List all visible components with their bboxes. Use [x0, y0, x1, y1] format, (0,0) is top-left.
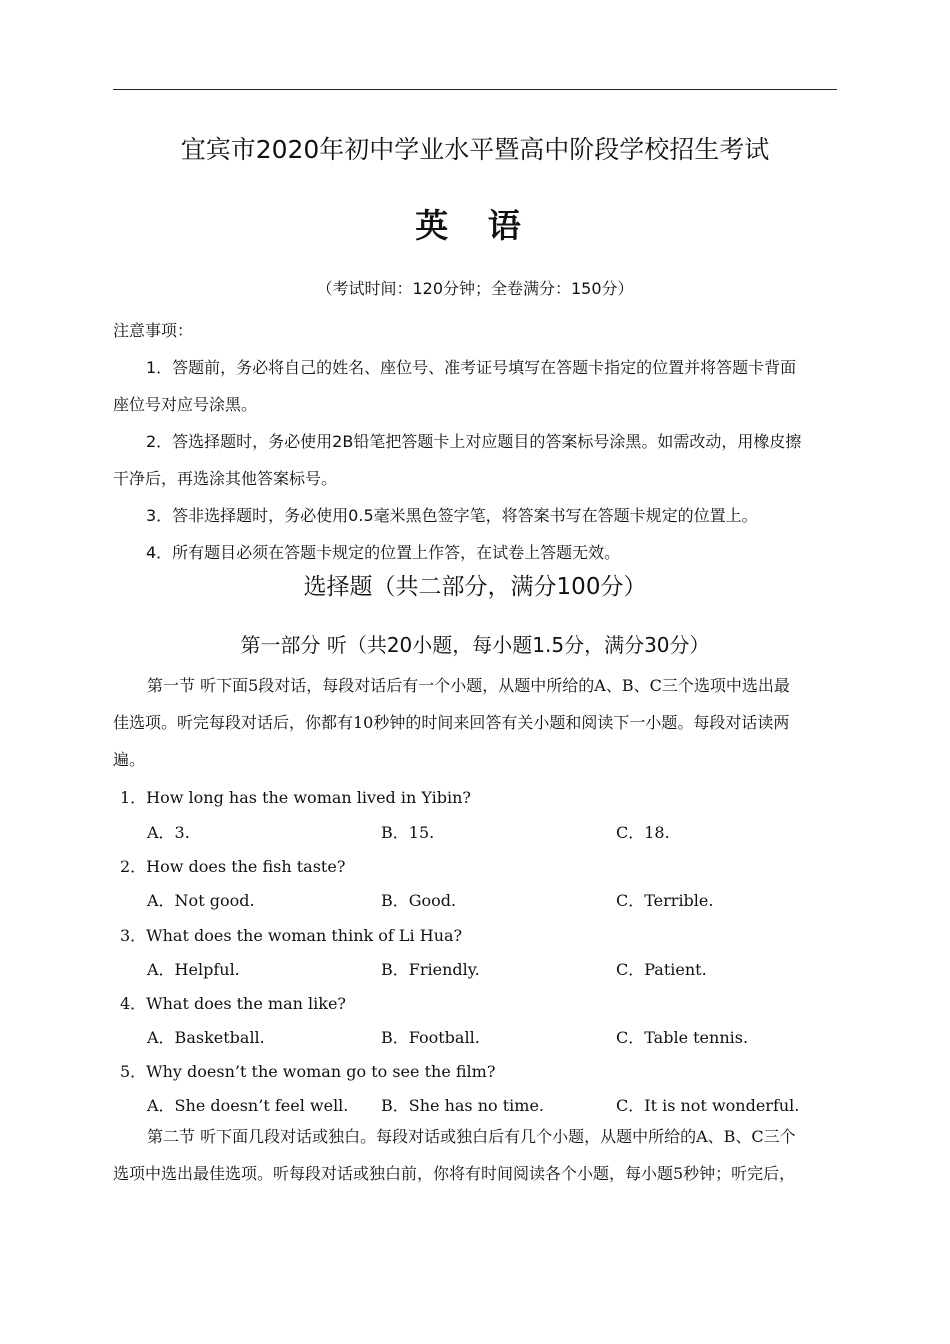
section2-line: 第二节 听下面几段对话或独白。每段对话或独白后有几个小题，从题中所给的A、B、C三个 — [147, 1127, 796, 1146]
question-stem: 2．How does the fish taste? — [120, 857, 346, 876]
subject-title: 英 语 — [415, 206, 535, 245]
section1-instructions — [113, 667, 837, 778]
notice-heading: 注意事项： — [113, 321, 194, 340]
option-c: C．Terrible. — [616, 891, 714, 910]
option-a: A．3. — [147, 823, 190, 842]
option-b: B．She has no time. — [381, 1096, 545, 1115]
part-title: 第一部分 听（共20小题，每小题1.5分，满分30分） — [240, 633, 710, 657]
section2-line: 选项中选出最佳选项。听每段对话或独白前，你将有时间阅读各个小题，每小题5秒钟；听完后， — [113, 1164, 796, 1183]
notice-item-2-cont: 干净后，再选涂其他答案标号。 — [113, 469, 338, 488]
notice-item-4: 4．所有题目必须在答题卡规定的位置上作答，在试卷上答题无效。 — [146, 543, 621, 562]
section1-line: 佳选项。听完每段对话后，你都有10秒钟的时间来回答有关小题和阅读下一小题。每段对话读两 — [113, 713, 790, 732]
option-b: B．Football. — [381, 1028, 480, 1047]
option-c: C．18. — [616, 823, 670, 842]
option-c: C．Patient. — [616, 960, 707, 979]
section2-instructions — [113, 1118, 837, 1192]
question-stem: 4．What does the man like? — [120, 994, 346, 1013]
option-b: B．Friendly. — [381, 960, 480, 979]
exam-time-note: （考试时间：120分钟；全卷满分：150分） — [316, 279, 634, 298]
section1-line: 遍。 — [113, 750, 146, 769]
notice-item-1: 1．答题前，务必将自己的姓名、座位号、准考证号填写在答题卡指定的位置并将答题卡背面 — [146, 358, 797, 377]
option-c: C．Table tennis. — [616, 1028, 749, 1047]
question-stem: 3．What does the woman think of Li Hua? — [120, 926, 463, 945]
notice-item-2: 2．答选择题时，务必使用2B铅笔把答题卡上对应题目的答案标号涂黑。如需改动，用橡皮擦 — [146, 432, 802, 451]
notice-block — [113, 312, 837, 571]
question-stem: 5．Why doesn’t the woman go to see the film? — [120, 1062, 496, 1081]
section1-line: 第一节 听下面5段对话，每段对话后有一个小题，从题中所给的A、B、C三个选项中选出最 — [147, 676, 790, 695]
section-title: 选择题（共二部分，满分100分） — [303, 574, 647, 600]
question-stem: 1．How long has the woman lived in Yibin? — [120, 788, 472, 807]
option-a: A．She doesn’t feel well. — [147, 1096, 349, 1115]
notice-item-1-cont: 座位号对应号涂黑。 — [113, 395, 258, 414]
option-b: B．Good. — [381, 891, 457, 910]
option-b: B．15. — [381, 823, 435, 842]
option-a: A．Helpful. — [147, 960, 240, 979]
header-rule — [113, 89, 837, 90]
option-a: A．Not good. — [147, 891, 255, 910]
exam-title: 宜宾市2020年初中学业水平暨高中阶段学校招生考试 — [180, 135, 770, 164]
option-a: A．Basketball. — [147, 1028, 265, 1047]
option-c: C．It is not wonderful. — [616, 1096, 800, 1115]
notice-item-3: 3．答非选择题时，务必使用0.5毫米黑色签字笔，将答案书写在答题卡规定的位置上。 — [146, 506, 758, 525]
